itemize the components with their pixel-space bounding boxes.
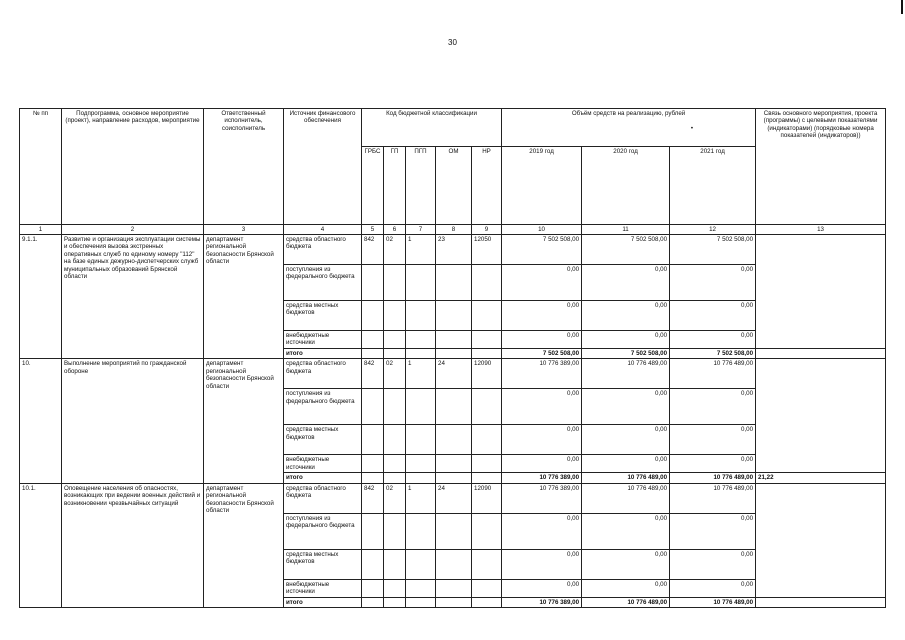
column-number: 13 [756,225,886,235]
amount-y2020: 0,00 [582,513,670,549]
total-y2019: 10 776 389,00 [502,597,582,607]
funding-source: поступления из федерального бюджета [284,265,362,301]
column-number: 8 [436,225,472,235]
budget-code-gp [384,425,406,455]
budget-code-grbs: 842 [362,235,384,265]
budget-code-om [436,265,472,301]
amount-y2021: 0,00 [670,579,756,597]
amount-y2019: 10 776 389,00 [502,483,582,513]
row-number: 9.1.1. [20,235,62,359]
funding-source: поступления из федерального бюджета [284,389,362,425]
amount-y2021: 7 502 508,00 [670,235,756,265]
budget-code-grbs [362,389,384,425]
header-year-2021: 2021 год [670,147,756,225]
budget-code-nr [472,579,502,597]
amount-y2020: 10 776 489,00 [582,483,670,513]
column-number: 10 [502,225,582,235]
budget-code-nr [472,389,502,425]
funding-source: средства местных бюджетов [284,549,362,579]
amount-y2021: 10 776 489,00 [670,359,756,389]
budget-code-om [436,389,472,425]
amount-y2020: 10 776 489,00 [582,359,670,389]
total-code-empty [472,349,502,359]
budget-code-gp [384,389,406,425]
total-code-empty [436,473,472,483]
header-source: Источник финансового обеспечения [284,109,362,225]
header-code-grbs: ГРБС [362,147,384,225]
budget-code-pgp [406,549,436,579]
amount-y2021: 0,00 [670,513,756,549]
amount-y2019: 0,00 [502,265,582,301]
total-code-empty [384,473,406,483]
amount-y2019: 0,00 [502,389,582,425]
table-row [20,483,886,513]
column-number: 5 [362,225,384,235]
column-number: 6 [384,225,406,235]
table-row [20,359,886,389]
budget-code-grbs [362,301,384,331]
budget-code-om [436,549,472,579]
amount-y2019: 0,00 [502,455,582,473]
funding-source: внебюджетные источники [284,331,362,349]
budget-code-nr [472,513,502,549]
amount-y2019: 0,00 [502,301,582,331]
total-code-empty [472,597,502,607]
amount-y2019: 0,00 [502,513,582,549]
total-code-empty [362,349,384,359]
total-code-empty [362,473,384,483]
column-number-row [20,225,886,235]
budget-code-gp: 02 [384,235,406,265]
measure-name: Оповещение населения об опасностях, возникающих при ведении военных действий и возникновении чрезвычайных ситуаций [62,483,204,607]
budget-code-gp [384,579,406,597]
page-number: 30 [448,38,457,47]
amount-y2020: 0,00 [582,455,670,473]
budget-code-pgp [406,513,436,549]
amount-y2021: 0,00 [670,425,756,455]
budget-code-gp [384,265,406,301]
row-number: 10.1. [20,483,62,607]
funding-source: средства областного бюджета [284,235,362,265]
funding-source: средства областного бюджета [284,359,362,389]
column-number: 9 [472,225,502,235]
amount-y2020: 0,00 [582,549,670,579]
total-label: итого [284,597,362,607]
budget-code-gp [384,513,406,549]
indicator-link [756,359,886,473]
amount-y2019: 0,00 [502,331,582,349]
total-y2020: 7 502 508,00 [582,349,670,359]
total-code-empty [406,349,436,359]
indicator-link [756,483,886,597]
budget-code-pgp: 1 [406,483,436,513]
budget-code-pgp [406,331,436,349]
total-y2021: 7 502 508,00 [670,349,756,359]
total-y2020: 10 776 489,00 [582,473,670,483]
budget-code-om [436,425,472,455]
header-code-pgp: ПГП [406,147,436,225]
budget-code-grbs [362,425,384,455]
table-body [20,235,886,608]
amount-y2019: 0,00 [502,425,582,455]
budget-code-nr [472,549,502,579]
budget-code-nr [472,331,502,349]
amount-y2021: 0,00 [670,265,756,301]
header-amount-group [502,109,756,147]
header-num: № пп [20,109,62,225]
table-header [20,109,886,235]
budget-code-nr: 12090 [472,359,502,389]
budget-code-pgp [406,425,436,455]
responsible-executor: департамент региональной безопасности Брянской области [204,235,284,359]
budget-code-grbs [362,331,384,349]
total-code-empty [362,597,384,607]
funding-source: средства местных бюджетов [284,301,362,331]
total-y2019: 10 776 389,00 [502,473,582,483]
responsible-executor: департамент региональной безопасности Брянской области [204,359,284,483]
amount-y2021: 0,00 [670,455,756,473]
budget-code-om: 24 [436,483,472,513]
header-year-2019: 2019 год [502,147,582,225]
column-number: 2 [62,225,204,235]
funding-source: внебюджетные источники [284,455,362,473]
amount-y2021: 0,00 [670,389,756,425]
total-y2021: 10 776 489,00 [670,597,756,607]
budget-code-pgp [406,579,436,597]
header-amount-mark: • [690,125,694,133]
total-label: итого [284,473,362,483]
budget-code-om [436,455,472,473]
header-responsible: Ответственный исполнитель, соисполнитель [204,109,284,225]
budget-code-nr [472,301,502,331]
column-number: 7 [406,225,436,235]
budget-code-grbs [362,549,384,579]
budget-code-om [436,579,472,597]
header-code-group: Код бюджетной классификации [362,109,502,147]
total-code-empty [406,597,436,607]
total-indicator-link [756,597,886,607]
budget-code-om [436,331,472,349]
budget-code-grbs [362,579,384,597]
scan-edge-mark [901,0,903,14]
budget-code-pgp: 1 [406,235,436,265]
header-code-gp: ГП [384,147,406,225]
budget-code-gp [384,549,406,579]
measure-name: Выполнение мероприятий по гражданской обороне [62,359,204,483]
budget-code-nr: 12090 [472,483,502,513]
table-row [20,235,886,265]
budget-code-pgp [406,301,436,331]
budget-code-grbs [362,265,384,301]
amount-y2020: 0,00 [582,389,670,425]
amount-y2020: 7 502 508,00 [582,235,670,265]
header-year-2020: 2020 год [582,147,670,225]
budget-code-nr [472,265,502,301]
column-number: 4 [284,225,362,235]
total-code-empty [384,597,406,607]
budget-code-gp: 02 [384,359,406,389]
budget-code-nr [472,425,502,455]
row-number: 10. [20,359,62,483]
amount-y2019: 7 502 508,00 [502,235,582,265]
amount-y2021: 0,00 [670,331,756,349]
budget-code-grbs: 842 [362,483,384,513]
budget-code-grbs: 842 [362,359,384,389]
total-y2020: 10 776 489,00 [582,597,670,607]
budget-code-nr: 12050 [472,235,502,265]
amount-y2019: 0,00 [502,549,582,579]
amount-y2021: 0,00 [670,549,756,579]
header-code-nr: НР [472,147,502,225]
total-indicator-link: 21,22 [756,473,886,483]
column-number: 3 [204,225,284,235]
amount-y2020: 0,00 [582,331,670,349]
funding-source: средства местных бюджетов [284,425,362,455]
indicator-link [756,235,886,349]
amount-y2020: 0,00 [582,301,670,331]
total-y2019: 7 502 508,00 [502,349,582,359]
total-code-empty [472,473,502,483]
budget-code-om: 23 [436,235,472,265]
total-code-empty [436,349,472,359]
total-code-empty [406,473,436,483]
column-number: 11 [582,225,670,235]
measure-name: Развитие и организация эксплуатации системы и обеспечения вызова экстренных оперативных служб по единому номеру "112" на базе единых дежурно-диспетчерских служб муниципальных образований Брянской области [62,235,204,359]
responsible-executor: департамент региональной безопасности Брянской области [204,483,284,607]
budget-code-nr [472,455,502,473]
budget-code-grbs [362,455,384,473]
amount-y2021: 0,00 [670,301,756,331]
budget-code-gp [384,455,406,473]
funding-source: средства областного бюджета [284,483,362,513]
column-number: 1 [20,225,62,235]
budget-code-grbs [362,513,384,549]
budget-code-gp: 02 [384,483,406,513]
total-label: итого [284,349,362,359]
budget-table [19,108,886,608]
total-code-empty [384,349,406,359]
column-number: 12 [670,225,756,235]
header-code-om: ОМ [436,147,472,225]
header-link: Связь основного мероприятия, проекта (программы) с целевыми показателями (индикаторами) (порядковые номера показателей (индикаторов)) [756,109,886,225]
budget-code-pgp [406,265,436,301]
funding-source: внебюджетные источники [284,579,362,597]
budget-code-pgp [406,389,436,425]
budget-code-pgp [406,455,436,473]
total-code-empty [436,597,472,607]
amount-y2020: 0,00 [582,425,670,455]
budget-code-om [436,301,472,331]
budget-code-pgp: 1 [406,359,436,389]
total-indicator-link [756,349,886,359]
budget-code-gp [384,331,406,349]
budget-code-om: 24 [436,359,472,389]
header-program: Подпрограмма, основное мероприятие (проект), направление расходов, мероприятие [62,109,204,225]
amount-y2020: 0,00 [582,265,670,301]
amount-y2019: 10 776 389,00 [502,359,582,389]
funding-source: поступления из федерального бюджета [284,513,362,549]
total-y2021: 10 776 489,00 [670,473,756,483]
budget-code-om [436,513,472,549]
header-amount-title: Объём средств на реализацию, рублей [571,110,686,117]
amount-y2019: 0,00 [502,579,582,597]
amount-y2021: 10 776 489,00 [670,483,756,513]
amount-y2020: 0,00 [582,579,670,597]
budget-code-gp [384,301,406,331]
